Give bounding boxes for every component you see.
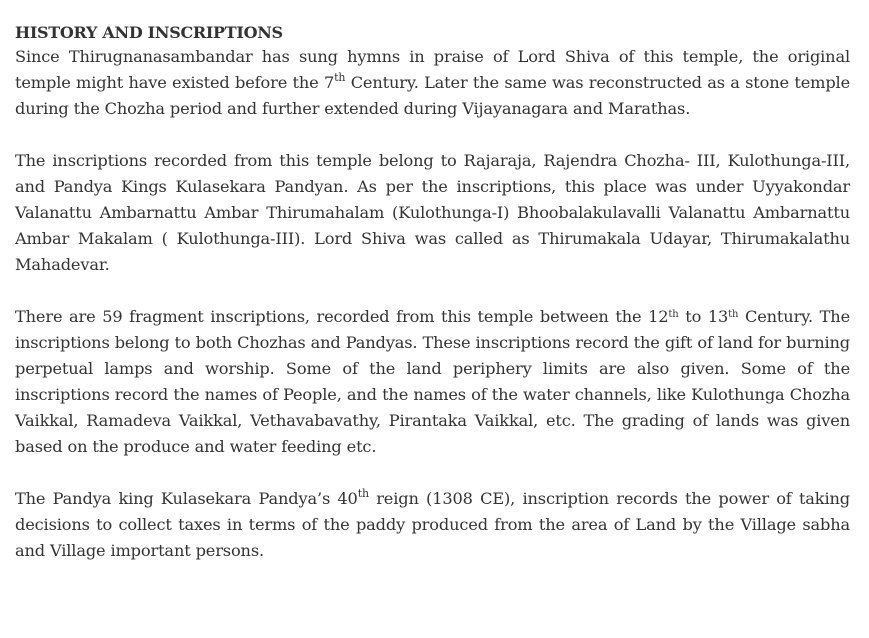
paragraph-history-text-2: Century. Later the same was reconstructed as a stone temple during the Chozha period and further extended during Vijayanagara and Marathas. xyxy=(15,73,850,118)
document-page xyxy=(15,22,850,564)
ordinal-suffix: th xyxy=(728,308,739,320)
paragraph-pandya-text-1: The Pandya king Kulasekara Pandya’s 40 xyxy=(15,489,358,508)
paragraph-history-text-1: Since Thirugnanasambandar has sung hymns in praise of Lord Shiva of this temple, the original temple might have existed before the 7 xyxy=(15,47,850,92)
paragraph-fragments-text-2: to 13 xyxy=(678,307,729,326)
paragraph-inscriptions: The inscriptions recorded from this temple belong to Rajaraja, Rajendra Chozha- III, Kulothunga-III, and Pandya Kings Kulasekara Pandyan. As per the inscriptions, this place was under Uyyakondar Valanattu Ambarnattu Ambar Thirumahalam (Kulothunga-I) Bhoobalakulavalli Valanattu Ambarnattu Ambar Makalam ( Kulothunga-III). Lord Shiva was called as Thirumakala Udayar, Thirumakalathu Mahadevar. xyxy=(15,151,850,274)
ordinal-suffix: th xyxy=(668,308,679,320)
ordinal-suffix: th xyxy=(334,71,346,85)
paragraph-fragments xyxy=(15,304,850,460)
paragraph-fragments-text-3: Century. The inscriptions belong to both Chozhas and Pandyas. These inscriptions record the gift of land for burning perpetual lamps and worship. Some of the land periphery limits are also given. Some of the inscriptions record the names of People, and the names of the water channels, like Kulothunga Chozha Vaikkal, Ramadeva Vaikkal, Vethavabavathy, Pirantaka Vaikkal, etc. The grading of lands was given based on the produce and water feeding etc. xyxy=(15,307,851,456)
paragraph-fragments-text-1: There are 59 fragment inscriptions, recorded from this temple between the 12 xyxy=(15,307,669,326)
paragraph-pandya-text-2: reign (1308 CE), inscription records the power of taking decisions to collect taxes in terms of the paddy produced from the area of Land by the Village sabha and Village important persons. xyxy=(15,489,850,560)
paragraph-history xyxy=(15,44,850,122)
ordinal-suffix: th xyxy=(357,487,369,501)
paragraph-pandya-reign xyxy=(15,486,850,564)
section-heading: HISTORY AND INSCRIPTIONS xyxy=(15,23,283,42)
